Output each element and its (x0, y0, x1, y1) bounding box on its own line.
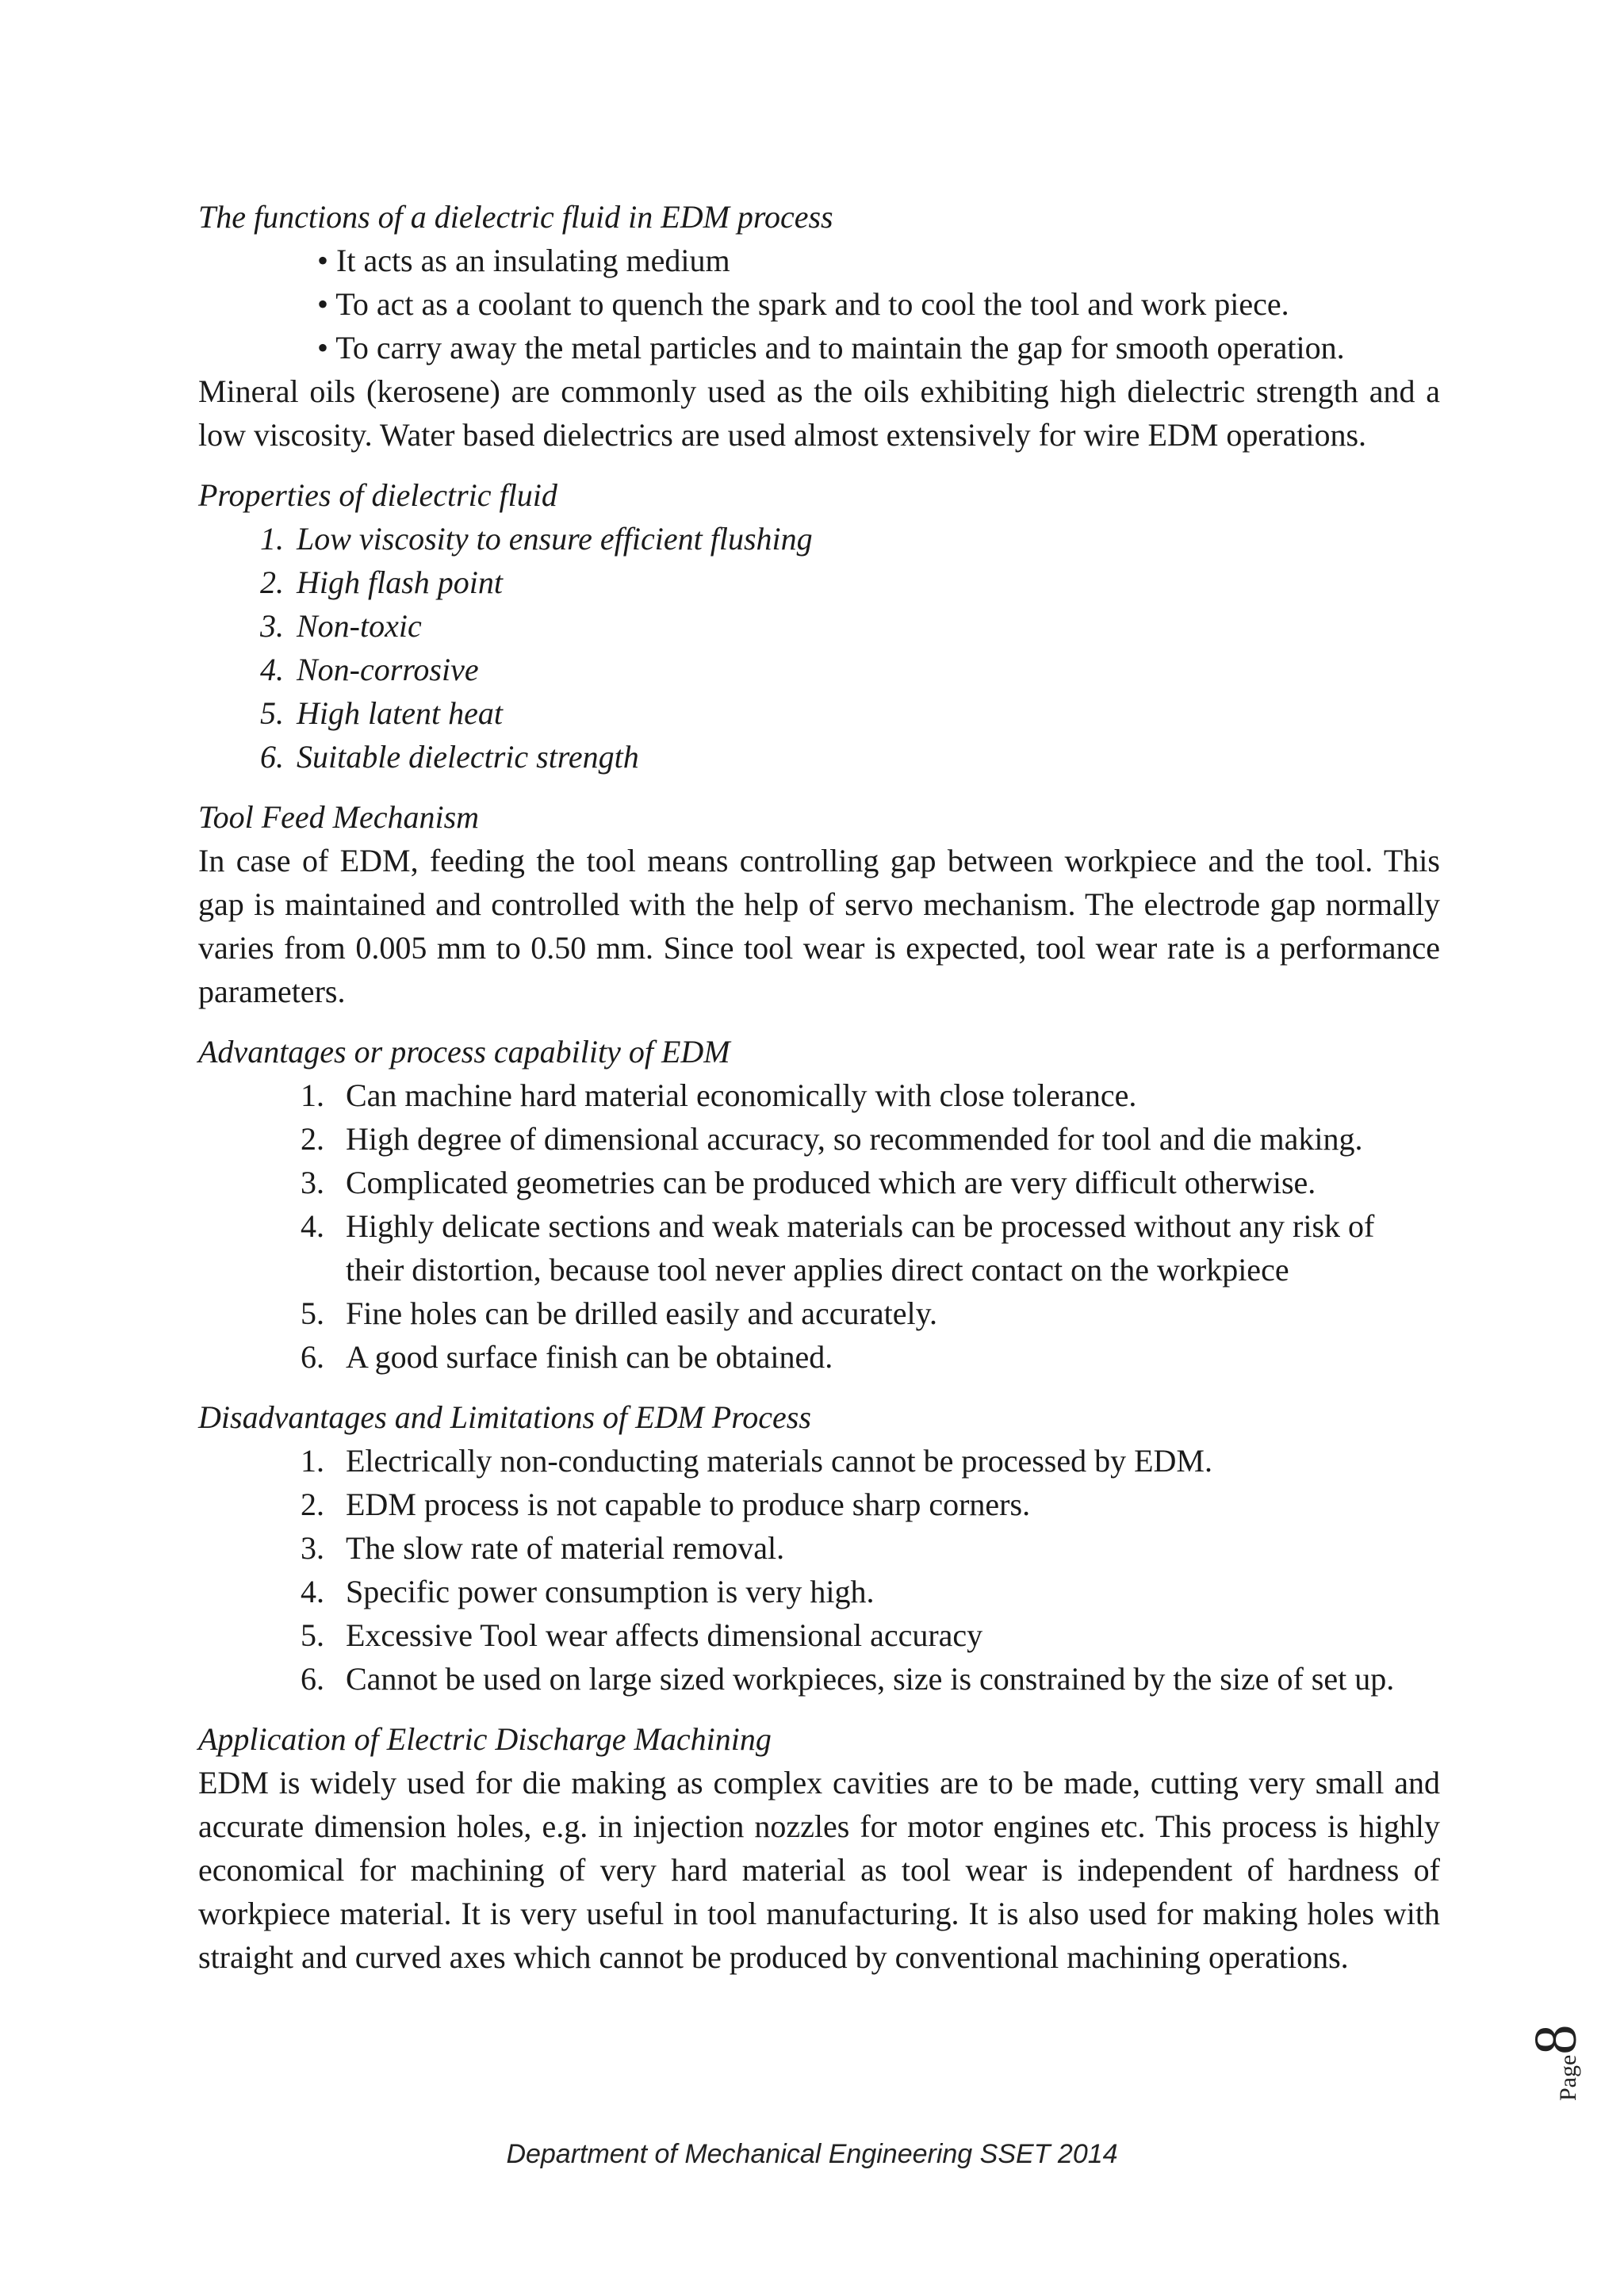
list-item (198, 561, 1440, 604)
list-number: 5. (260, 695, 284, 731)
list-item (198, 517, 1440, 561)
list-text: Non-corrosive (297, 652, 479, 687)
list-item (198, 1292, 1440, 1335)
properties-list (198, 517, 1440, 779)
list-item: • It acts as an insulating medium (317, 243, 730, 278)
list-text: High latent heat (297, 695, 503, 731)
list-text: Suitable dielectric strength (297, 739, 639, 775)
list-item (198, 1073, 1440, 1117)
disadvantages-list (198, 1439, 1440, 1701)
list-text: Excessive Tool wear affects dimensional accuracy (346, 1617, 983, 1653)
list-number: 4. (301, 1574, 324, 1609)
list-item: • To act as a coolant to quench the spark and to cool the tool and work piece. (317, 286, 1289, 322)
list-number: 1. (260, 521, 284, 557)
list-item (198, 1570, 1440, 1613)
list-number: 2. (260, 564, 284, 600)
list-item (198, 1613, 1440, 1657)
list-item (198, 1483, 1440, 1526)
page-label: Page (1555, 2054, 1581, 2101)
list-item: • To carry away the metal particles and to maintain the gap for smooth operation. (317, 330, 1345, 365)
page-number-marker (1519, 1974, 1606, 2109)
list-text: Complicated geometries can be produced which are very difficult otherwise. (346, 1165, 1316, 1200)
list-number: 3. (301, 1165, 324, 1200)
list-text: Can machine hard material economically with close tolerance. (346, 1077, 1137, 1113)
dielectric-functions-heading: The functions of a dielectric fluid in EDM process (198, 199, 833, 235)
list-text: EDM process is not capable to produce sharp corners. (346, 1487, 1031, 1522)
list-number: 1. (301, 1077, 324, 1113)
page-content (198, 195, 1440, 1979)
list-text: Non-toxic (297, 608, 422, 644)
list-item (198, 604, 1440, 648)
list-number: 3. (260, 608, 284, 644)
advantages-heading: Advantages or process capability of EDM (198, 1034, 730, 1070)
list-number: 5. (301, 1617, 324, 1653)
list-item (198, 1335, 1440, 1379)
list-number: 3. (301, 1530, 324, 1566)
list-item (198, 1161, 1440, 1204)
list-item (198, 648, 1440, 691)
list-text: High degree of dimensional accuracy, so recommended for tool and die making. (346, 1121, 1363, 1157)
list-text: High flash point (297, 564, 504, 600)
list-item (198, 691, 1440, 735)
list-number: 1. (301, 1443, 324, 1479)
list-item (198, 1204, 1440, 1292)
list-text: Specific power consumption is very high. (346, 1574, 875, 1609)
list-text: Fine holes can be drilled easily and accurately. (346, 1295, 937, 1331)
page-footer: Department of Mechanical Engineering SSET 2014 (506, 2139, 1118, 2169)
page-number-rotated (1522, 2024, 1590, 2101)
list-text: Low viscosity to ensure efficient flushing (297, 521, 813, 557)
application-heading: Application of Electric Discharge Machining (198, 1721, 772, 1757)
list-number: 4. (260, 652, 284, 687)
list-number: 2. (301, 1121, 324, 1157)
page-number: 8 (1522, 2024, 1589, 2055)
list-number: 6. (301, 1661, 324, 1697)
list-item (198, 735, 1440, 779)
list-item (198, 1526, 1440, 1570)
list-number: 4. (301, 1208, 324, 1244)
disadvantages-heading: Disadvantages and Limitations of EDM Process (198, 1399, 811, 1435)
dielectric-functions-list (198, 239, 1440, 369)
list-text: The slow rate of material removal. (346, 1530, 785, 1566)
advantages-list (198, 1073, 1440, 1379)
list-text: Highly delicate sections and weak materials can be processed without any risk of their distortion, because tool never applies direct contact on the workpiece (346, 1208, 1375, 1288)
list-number: 6. (260, 739, 284, 775)
list-text: Electrically non-conducting materials cannot be processed by EDM. (346, 1443, 1212, 1479)
list-text: A good surface finish can be obtained. (346, 1339, 833, 1375)
properties-heading: Properties of dielectric fluid (198, 477, 557, 513)
list-text: Cannot be used on large sized workpieces, size is constrained by the size of set up. (346, 1661, 1395, 1697)
tool-feed-paragraph: In case of EDM, feeding the tool means controlling gap between workpiece and the tool. This gap is maintained and controlled with the help of servo mechanism. The electrode gap normally varies from 0.005 mm to 0.50 mm. Since tool wear is expected, tool wear rate is a performance parameters. (198, 843, 1440, 1009)
list-number: 5. (301, 1295, 324, 1331)
list-item (198, 1439, 1440, 1483)
list-item (198, 1657, 1440, 1701)
list-number: 2. (301, 1487, 324, 1522)
list-item (198, 1117, 1440, 1161)
dielectric-paragraph: Mineral oils (kerosene) are commonly used as the oils exhibiting high dielectric strength and a low viscosity. Water based dielectrics are used almost extensively for wire EDM operations. (198, 373, 1440, 453)
list-number: 6. (301, 1339, 324, 1375)
application-paragraph: EDM is widely used for die making as complex cavities are to be made, cutting very small and accurate dimension holes, e.g. in injection nozzles for motor engines etc. This process is highly economical for machining of very hard material as tool wear is independent of hardness of workpiece material. It is very useful in tool manufacturing. It is also used for making holes with straight and curved axes which cannot be produced by conventional machining operations. (198, 1765, 1440, 1975)
tool-feed-heading: Tool Feed Mechanism (198, 799, 480, 835)
